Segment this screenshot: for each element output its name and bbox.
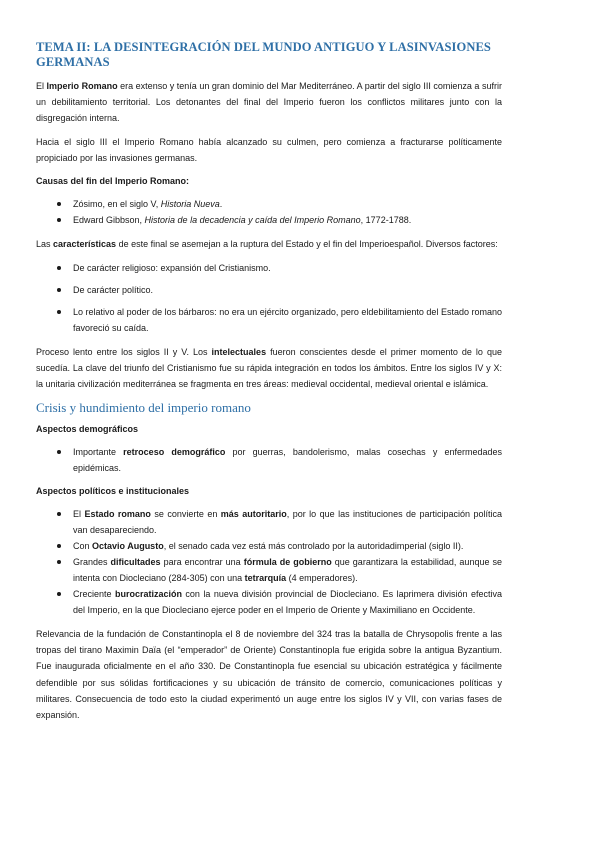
intro-paragraph-2: Hacia el siglo III el Imperio Romano había alcanzado su culmen, pero comienza a fracturarse políticamente propiciado por las invasiones germanas. bbox=[36, 137, 502, 163]
bold-term: Imperio Romano bbox=[46, 81, 118, 91]
bold-term: fórmula de gobierno bbox=[243, 557, 332, 567]
text-span: De carácter religioso: expansión del Cristianismo. bbox=[73, 263, 271, 273]
bullet-icon bbox=[57, 592, 61, 596]
factors-list bbox=[36, 260, 502, 336]
list-item bbox=[36, 538, 502, 554]
political-heading: Aspectos políticos e institucionales bbox=[36, 486, 190, 496]
text-span: Proceso lento entre los siglos II y V. Los bbox=[36, 347, 212, 357]
text-span: , por lo que las instituciones de participación política van desapareciendo. bbox=[73, 509, 502, 535]
text-span: (4 emperadores). bbox=[286, 573, 358, 583]
list-item bbox=[36, 444, 502, 476]
bold-term: dificultades bbox=[110, 557, 161, 567]
bullet-icon bbox=[57, 544, 61, 548]
book-title: Historia de la decadencia y caída del Imperio Romano bbox=[144, 215, 361, 225]
causes-heading: Causas del fin del Imperio Romano: bbox=[36, 176, 190, 186]
bold-term: Octavio Augusto bbox=[92, 541, 164, 551]
document-body bbox=[36, 40, 502, 723]
bold-term: burocratización bbox=[114, 589, 182, 599]
bullet-icon bbox=[57, 512, 61, 516]
demographic-heading: Aspectos demográficos bbox=[36, 424, 139, 434]
list-item bbox=[36, 304, 502, 336]
text-span: con la nueva división provincial de Diocleciano. Es laprimera división efectiva del Imperio, en la que Diocleciano ejerce poder en el Imperio de Oriente y Maximiliano en Occidente. bbox=[73, 589, 502, 615]
text-span: Creciente bbox=[73, 589, 115, 599]
text-span: Las bbox=[36, 239, 54, 249]
list-item bbox=[36, 506, 502, 538]
bullet-icon bbox=[57, 218, 61, 222]
book-title: Historia Nueva bbox=[160, 199, 220, 209]
process-paragraph bbox=[36, 344, 502, 392]
intro-paragraph-1 bbox=[36, 78, 502, 126]
text-span: para encontrar una bbox=[160, 557, 244, 567]
bold-term: tetrarquía bbox=[244, 573, 287, 583]
text-span: de este final se asemejan a la ruptura del Estado y el fin del Imperioespañol. Diversos factores: bbox=[116, 239, 498, 249]
text-span: Importante bbox=[73, 447, 124, 457]
page-title: TEMA II: LA DESINTEGRACIÓN DEL MUNDO ANTIGUO Y LASINVASIONES GERMANAS bbox=[36, 40, 491, 69]
bold-term: retroceso demográfico bbox=[123, 447, 226, 457]
text-span: , 1772-1788. bbox=[360, 215, 412, 225]
closing-section bbox=[36, 626, 502, 723]
list-item bbox=[36, 212, 502, 228]
text-span: se convierte en bbox=[150, 509, 221, 519]
bold-term: más autoritario bbox=[220, 509, 287, 519]
bullet-icon bbox=[57, 288, 61, 292]
list-item bbox=[36, 554, 502, 586]
demographic-list bbox=[36, 444, 502, 476]
text-span: por guerras, bandolerismo, malas cosechas y enfermedades epidémicas. bbox=[73, 447, 503, 473]
list-item bbox=[36, 260, 502, 276]
bullet-icon bbox=[57, 310, 61, 314]
list-item bbox=[36, 586, 502, 618]
section-title: Crisis y hundimiento del imperio romano bbox=[36, 400, 251, 415]
text-span: El bbox=[73, 509, 85, 519]
text-span: que garantizara la estabilidad, aunque se intenta con Diocleciano (284-305) con una bbox=[73, 557, 502, 583]
text-span: De carácter político. bbox=[73, 285, 154, 295]
bold-term: Estado romano bbox=[84, 509, 151, 519]
bold-term: intelectuales bbox=[211, 347, 267, 357]
bullet-icon bbox=[57, 266, 61, 270]
closing-paragraph: Relevancia de la fundación de Constantinopla el 8 de noviembre del 324 tras la batalla de Chrysopolis frente a las tropas del tirano Maximin Daïa (el “emperador” de Oriente) Constantinopla fue erigida sobre la antigua Byzantium. Fue inaugurada oficialmente en el año 330. De Constantinopla fue esencial su ubicación estratégica y fácilmente defendible por sus sólidas fortificaciones y su ubicación de tránsito de comercio, comunicaciones políticas y militares. Consecuencia de todo esto la ciudad experimentó un auge entre los siglos IV y VII, con varias fases de expansión. bbox=[36, 629, 502, 721]
characteristics-paragraph bbox=[36, 236, 502, 252]
text-span: Edward Gibbson, bbox=[73, 215, 145, 225]
text-span: . bbox=[219, 199, 223, 209]
bullet-icon bbox=[57, 560, 61, 564]
list-item bbox=[36, 282, 502, 298]
bullet-icon bbox=[57, 202, 61, 206]
list-item bbox=[36, 196, 502, 212]
bullet-icon bbox=[57, 450, 61, 454]
text-span: Grandes bbox=[73, 557, 111, 567]
text-span: , el senado cada vez está más controlado por la autoridadimperial (siglo II). bbox=[163, 541, 464, 551]
text-span: Zósimo, en el siglo V, bbox=[73, 199, 161, 209]
political-list bbox=[36, 506, 502, 618]
text-span: Con bbox=[73, 541, 93, 551]
causes-list bbox=[36, 196, 502, 228]
text-span: fueron conscientes desde el primer momento de lo que sucedía. La clave del triunfo del Cristianismo fue su rápida integración en todos los ámbitos. Entre los siglos IV y X: la unitaria civilización mediterránea se fragmenta en tres áreas: medieval occidental, medieval oriental e islámica. bbox=[36, 347, 502, 389]
text-span: era extenso y tenía un gran dominio del Mar Mediterráneo. A partir del siglo III comienza a sufrir un debilitamiento territorial. Los detonantes del final del Imperio fueron los conflictos militares junto con la disgregación interna. bbox=[36, 81, 502, 123]
bold-term: características bbox=[53, 239, 117, 249]
text-span: El bbox=[36, 81, 47, 91]
text-span: Lo relativo al poder de los bárbaros: no era un ejército organizado, pero eldebilitamiento del Estado romano favoreció su caída. bbox=[73, 307, 502, 333]
